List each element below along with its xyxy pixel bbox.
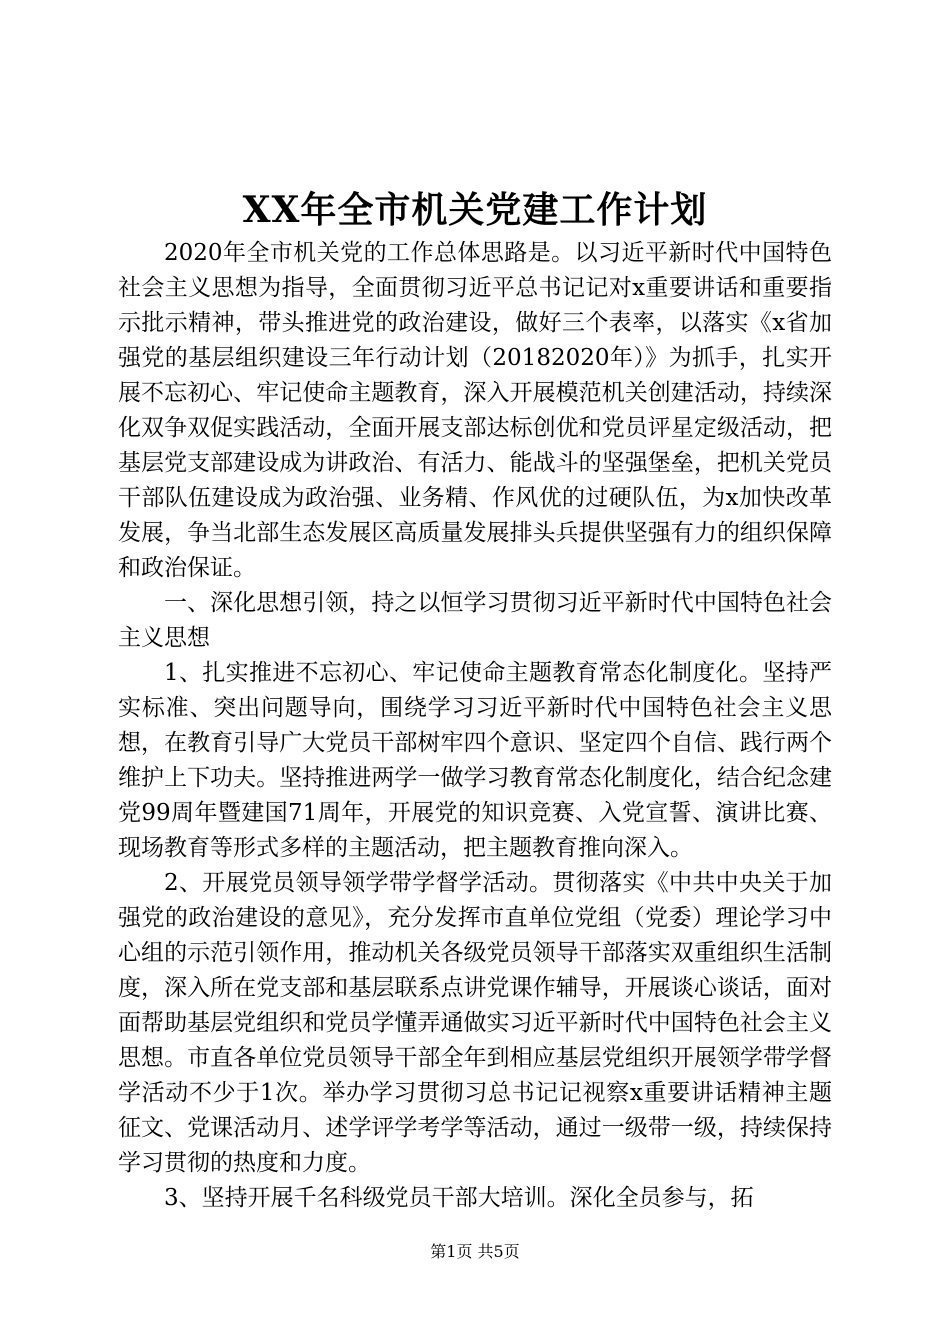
intro-paragraph: 2020年全市机关党的工作总体思路是。以习近平新时代中国特色社会主义思想为指导，全面贯彻习近平总书记记对x重要讲话和重要指示批示精神，带头推进党的政治建设，做好三个表率，以落实《x省加强党的基层组织建设三年行动计划（20182020年）》为抓手，扎实开展不忘初心、牢记使命主题教育，深入开展模范机关创建活动，持续深化双争双促实践活动，全面开展支部达标创优和党员评星定级活动，把基层党支部建设成为讲政治、有活力、能战斗的坚强堡垒，把机关党员干部队伍建设成为政治强、业务精、作风优的过硬队伍，为x加快改革发展，争当北部生态发展区高质量发展排头兵提供坚强有力的组织保障和政治保证。 [118,240,832,581]
page-footer: 第1页 共5页 [430,1242,520,1261]
section-heading-1: 一、深化思想引领，持之以恒学习贯彻习近平新时代中国特色社会主义思想 [118,590,832,651]
paragraph-item-1: 1、扎实推进不忘初心、牢记使命主题教育常态化制度化。坚持严实标准、突出问题导向，围绕学习习近平新时代中国特色社会主义思想，在教育引导广大党员干部树牢四个意识、坚定四个自信、践行两个维护上下功夫。坚持推进两学一做学习教育常态化制度化，结合纪念建党99周年暨建国71周年，开展党的知识竞赛、入党宣誓、演讲比赛、现场教育等形式多样的主题活动，把主题教育推向深入。 [118,660,832,861]
paragraph-item-2: 2、开展党员领导领学带学督学活动。贯彻落实《中共中央关于加强党的政治建设的意见》，充分发挥市直单位党组（党委）理论学习中心组的示范引领作用，推动机关各级党员领导干部落实双重组织生活制度，深入所在党支部和基层联系点讲党课作辅导，开展谈心谈话，面对面帮助基层党组织和党员学懂弄通做实习近平新时代中国特色社会主义思想。市直各单位党员领导干部全年到相应基层党组织开展领学带学督学活动不少于1次。举办学习贯彻习总书记记视察x重要讲话精神主题征文、党课活动月、述学评学考学等活动，通过一级带一级，持续保持学习贯彻的热度和力度。 [118,870,832,1176]
document-body [118,236,832,1216]
paragraph-item-3: 3、坚持开展千名科级党员干部大培训。深化全员参与，拓 [164,1185,754,1211]
document-title: XX年全市机关党建工作计划 [242,189,708,231]
